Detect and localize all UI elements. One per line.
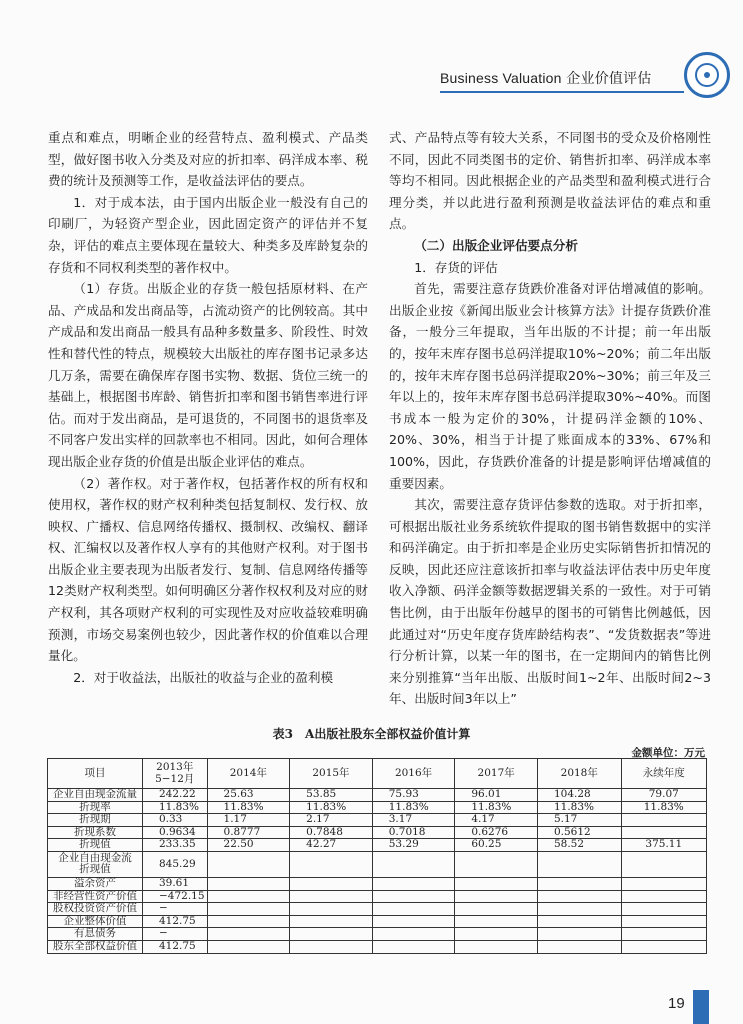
table-row (48, 940, 707, 953)
page-number: 19 (668, 995, 685, 1012)
row-label: 企业整体价值 (48, 915, 143, 928)
table-cell: 104.28 (537, 789, 621, 802)
table-cell (372, 851, 455, 877)
table-cell: 11.83% (455, 801, 538, 814)
table-cell: 412.75 (142, 940, 207, 953)
table-cell (621, 877, 706, 890)
table-cell (290, 915, 373, 928)
paragraph: 2．对于收益法，出版社的收益与企业的盈利模 (73, 669, 334, 685)
table-cell: 0.9634 (142, 826, 207, 839)
table-cell (455, 851, 538, 877)
table-unit: 金额单位：万元 (631, 747, 705, 759)
table-cell: 0.7848 (290, 826, 373, 839)
table-cell (537, 903, 621, 916)
row-label: 非经营性资产价值 (48, 890, 143, 903)
row-label: 折现系数 (48, 826, 143, 839)
table-cell (537, 890, 621, 903)
page-marker (693, 990, 709, 1024)
table-cell: 375.11 (621, 839, 706, 852)
table-cell: 96.01 (455, 789, 538, 802)
table-cell (621, 940, 706, 953)
table-cell (455, 928, 538, 941)
table-cell (537, 877, 621, 890)
table-cell: 25.63 (207, 789, 290, 802)
table-cell: 1.17 (207, 814, 290, 827)
table-cell (621, 928, 706, 941)
paragraph: 其次，需要注意存货评估参数的选取。对于折扣率，可根据出版社业务系统软件提取的图书销售数据中的实洋和码洋确定。由于折扣率是企业历史实际销售折扣情况的反映，因此还应注意该折扣率与收益法评估表中历史年度收入净额、码洋金额等数据逻辑关系的一致性。对于可销售比例，由于出版年份越早的图书的可销售比例越低，因此通过对“历史年度存货库龄结构表”、“发货数据表”等进行分析计算，以某一年的图书，在一定期间内的销售比例来分别推算“当年出版、出版时间1~2年、出版时间2~3年、出版时间3年以上” (389, 497, 711, 707)
paragraph: （2）著作权。对于著作权，包括著作权的所有权和使用权，著作权的财产权利种类包括复制权、发行权、放映权、广播权、信息网络传播权、摄制权、改编权、翻译权、汇编权以及著作权人享有的其他财产权利。对于图书出版企业主要表现为出版者发行、复制、信息网络传播等12类财产权利类型。如何明确区分著作权权利及对应的财产权利，其各项财产权利的可实现性及对应收益较难明确预测，市场交易案例也较少，因此著作权的价值难以合理量化。 (48, 475, 368, 664)
table-cell (621, 890, 706, 903)
row-label: 股东全部权益价值 (48, 940, 143, 953)
table-cell (621, 826, 706, 839)
table-cell: 53.29 (372, 839, 455, 852)
table-cell: 53.85 (290, 789, 373, 802)
table-row (48, 839, 707, 852)
table-cell: 0.5612 (537, 826, 621, 839)
table-cell: 2.17 (290, 814, 373, 827)
paragraph: 1．存货的评估 (414, 259, 498, 275)
table-cell (207, 940, 290, 953)
table-cell: 0.6276 (455, 826, 538, 839)
table-row (48, 903, 707, 916)
table-cell (290, 851, 373, 877)
table-cell: 11.83% (537, 801, 621, 814)
table-cell: 75.93 (372, 789, 455, 802)
table-cell (290, 940, 373, 953)
row-label: 折现值 (48, 839, 143, 852)
table-cell: 60.25 (455, 839, 538, 852)
table-cell: 22.50 (207, 839, 290, 852)
table-cell (372, 877, 455, 890)
table-header-cell: 永续年度 (621, 759, 706, 789)
table-header-cell: 2016年 (372, 759, 455, 789)
table-cell (455, 877, 538, 890)
table-header-cell: 2015年 (290, 759, 373, 789)
table-cell (372, 890, 455, 903)
table-cell (621, 903, 706, 916)
table-cell: 42.27 (290, 839, 373, 852)
table-cell (207, 851, 290, 877)
table-cell (537, 851, 621, 877)
row-label: 溢余资产 (48, 877, 143, 890)
table-header-cell: 2018年 (537, 759, 621, 789)
paragraph: 首先，需要注意存货跌价准备对评估增减值的影响。出版企业按《新闻出版业会计核算方法》计提存货跌价准备，一般分三年提取，当年出版的不计提；前一年出版的，按年末库存图书总码洋提取10%~20%；前二年出版的，按年末库存图书总码洋提取20%~30%；前三年及三年以上的，按年末库存图书总码洋提取30%~40%。而图书成本一般为定价的30%，计提码洋金额的10%、20%、30%，相当于计提了账面成本的33%、67%和100%，因此，存货跌价准备的计提是影响评估增减值的重要因素。 (389, 281, 711, 491)
table-cell: 11.83% (207, 801, 290, 814)
header-title-en: Business Valuation (440, 70, 562, 86)
table-cell (455, 940, 538, 953)
table-cell (372, 928, 455, 941)
table-row (48, 928, 707, 941)
table-cell (207, 890, 290, 903)
table-cell (372, 915, 455, 928)
table-cell (290, 890, 373, 903)
table-cell: 242.22 (142, 789, 207, 802)
table-cell: 233.35 (142, 839, 207, 852)
table-header-cell: 2017年 (455, 759, 538, 789)
table-cell (537, 915, 621, 928)
table-cell: − (142, 928, 207, 941)
table-cell (537, 928, 621, 941)
table-cell: 0.7018 (372, 826, 455, 839)
table-cell: 0.8777 (207, 826, 290, 839)
table-cell (207, 877, 290, 890)
table-cell (290, 877, 373, 890)
table-row (48, 915, 707, 928)
journal-logo (684, 52, 730, 98)
paragraph: 重点和难点，明晰企业的经营特点、盈利模式、产品类型，做好图书收入分类及对应的折扣率、码洋成本率、税费的统计及预测等工作，是收益法评估的要点。 (48, 130, 368, 189)
table-caption: 表3 A出版社股东全部权益价值计算 (272, 727, 471, 741)
row-label: 企业自由现金流量 (48, 789, 143, 802)
table-cell: 79.07 (621, 789, 706, 802)
table-cell: 0.33 (142, 814, 207, 827)
table-cell (372, 903, 455, 916)
table-cell (621, 814, 706, 827)
logo-dot (704, 72, 710, 78)
table-header-row (48, 759, 707, 789)
table-cell: 11.83% (142, 801, 207, 814)
header-rule (440, 91, 684, 93)
table-cell (621, 851, 706, 877)
table-cell: 4.17 (455, 814, 538, 827)
table-cell: 11.83% (290, 801, 373, 814)
row-label: 折现期 (48, 814, 143, 827)
table-cell: 39.61 (142, 877, 207, 890)
table-cell (290, 903, 373, 916)
table-cell (455, 890, 538, 903)
table-row (48, 814, 707, 827)
table-cell: − (142, 903, 207, 916)
table-cell (372, 940, 455, 953)
table-row (48, 877, 707, 890)
logo-ring (695, 63, 719, 87)
table-cell: 5.17 (537, 814, 621, 827)
table-header-cell: 2013年 5−12月 (142, 759, 207, 789)
table-cell (455, 903, 538, 916)
valuation-table (47, 758, 707, 954)
table-cell: 845.29 (142, 851, 207, 877)
table-row (48, 789, 707, 802)
table-cell (290, 928, 373, 941)
table-cell: 412.75 (142, 915, 207, 928)
row-label: 企业自由现金流折现值 (48, 851, 143, 877)
row-label: 有息债务 (48, 928, 143, 941)
running-header (440, 68, 684, 88)
table-cell (455, 915, 538, 928)
table-cell: −472.15 (142, 890, 207, 903)
row-label: 折现率 (48, 801, 143, 814)
paragraph: 1．对于成本法，由于国内出版企业一般没有自己的印刷厂，为轻资产型企业，因此固定资产的评估并不复杂，评估的难点主要体现在量较大、种类多及库龄复杂的存货和不同权利类型的著作权中。 (48, 194, 368, 275)
paragraph: （1）存货。出版企业的存货一般包括原材料、在产品、产成品和发出商品等，占流动资产的比例较高。其中产成品和发出商品一般具有品种多数量多、阶段性、时效性和替代性的特点，规模较大出版社的库存图书记录多达几万条，需要在确保库存图书实物、数据、货位三统一的基础上，根据图书库龄、销售折扣率和图书销售率进行评估。而对于发出商品，是可退货的，不同图书的退货率及不同客户发出实样的回款率也不相同。因此，如何合理体现出版企业存货的价值是出版企业评估的难点。 (48, 281, 368, 469)
table-header-cell: 2014年 (207, 759, 290, 789)
table-cell (621, 915, 706, 928)
section-heading: （二）出版企业评估要点分析 (414, 237, 578, 253)
table-cell (207, 903, 290, 916)
table-cell (207, 928, 290, 941)
table-cell: 11.83% (372, 801, 455, 814)
row-label: 股权投资资产价值 (48, 903, 143, 916)
table-cell (207, 915, 290, 928)
table-row (48, 851, 707, 877)
table-cell: 58.52 (537, 839, 621, 852)
table-row (48, 826, 707, 839)
paragraph: 式、产品特点等有较大关系，不同图书的受众及价格刚性不同，因此不同类图书的定价、销售折扣率、码洋成本率等均不相同。因此根据企业的产品类型和盈利模式进行合理分类，并以此进行盈利预测是收益法评估的难点和重点。 (389, 130, 711, 232)
table-row (48, 801, 707, 814)
right-text-column (389, 127, 711, 710)
table-body (48, 789, 707, 954)
table-row (48, 890, 707, 903)
table-header-cell: 项目 (48, 759, 143, 789)
table-cell: 11.83% (621, 801, 706, 814)
left-text-column (48, 127, 368, 688)
header-title-zh: 企业价值评估 (566, 71, 652, 87)
table-cell: 3.17 (372, 814, 455, 827)
table-cell (537, 940, 621, 953)
